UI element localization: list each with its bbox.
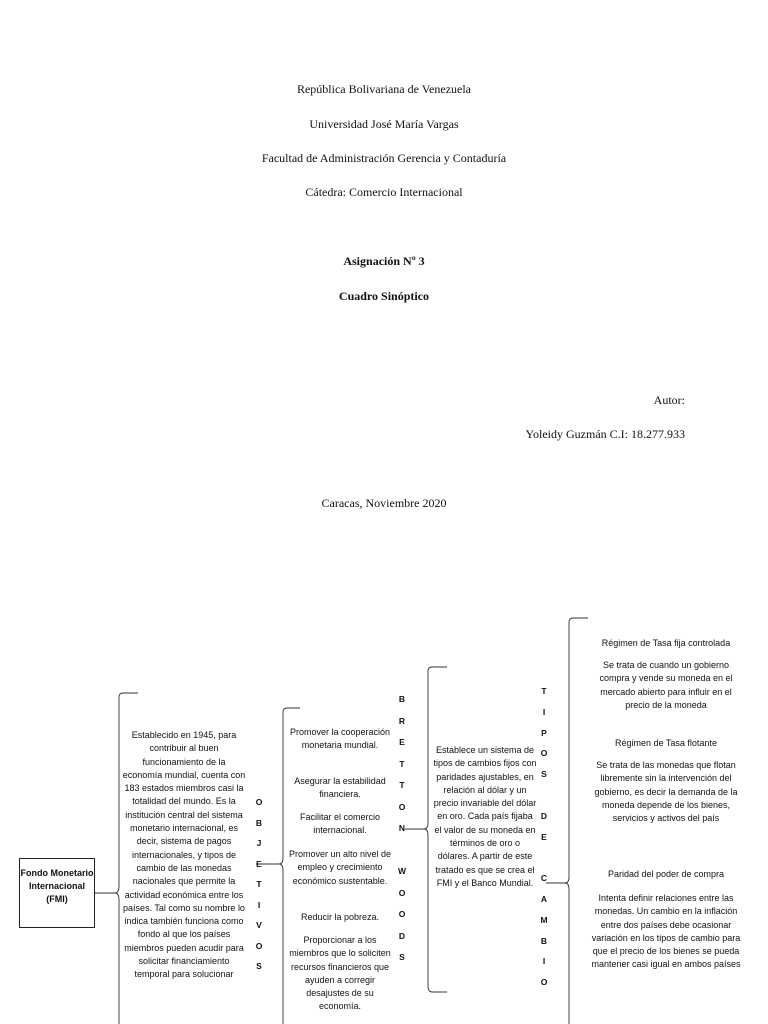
fmi-root-box: Fondo Monetario Internacional (FMI) bbox=[19, 858, 95, 928]
tipos-letter: C bbox=[540, 873, 548, 884]
objetivo-item: Proporcionar a los miembros que lo soliciten recursos financieros que ayuden a corregir desajustes de su economía. bbox=[289, 935, 391, 1012]
bretton-letter: O bbox=[398, 887, 406, 898]
bretton-letter: B bbox=[398, 694, 406, 704]
header-course: Cátedra: Comercio Internacional bbox=[305, 185, 463, 199]
objetivos-letter: I bbox=[257, 899, 261, 910]
objetivos-letter: V bbox=[256, 920, 262, 930]
tipos-letter: D bbox=[540, 810, 548, 821]
tipo-title: Régimen de Tasa fija controlada bbox=[601, 638, 731, 648]
bretton-letter: E bbox=[399, 737, 405, 747]
tipos-letter bbox=[537, 785, 551, 806]
objetivos-letter: J bbox=[256, 838, 262, 848]
tipos-letter: A bbox=[540, 893, 548, 904]
bretton-letter: R bbox=[398, 715, 406, 726]
author-name: Yoleidy Guzmán C.I: 18.277.933 bbox=[525, 427, 685, 441]
tipos-letter bbox=[537, 847, 551, 868]
tipo-text: Se trata de las monedas que flotan libremente sin la intervención del gobierno, es decir la demanda de la moneda depende de los bienes, servicios y activos del país bbox=[594, 760, 738, 824]
bretton-letter bbox=[395, 840, 409, 862]
tipos-letter: I bbox=[542, 956, 546, 967]
objetivo-item: Facilitar el comercio internacional. bbox=[299, 812, 381, 836]
assignment-title: Cuadro Sinóptico bbox=[338, 289, 430, 303]
objetivo-item: Promover un alto nivel de empleo y crecimiento económico sustentable. bbox=[288, 849, 392, 886]
objetivo-item: Promover la cooperación monetaria mundial. bbox=[289, 727, 391, 751]
tipo-title: Paridad del poder de compra bbox=[607, 869, 725, 879]
author-label: Autor: bbox=[653, 393, 685, 407]
tipo-title: Régimen de Tasa flotante bbox=[615, 738, 717, 748]
tipos-de-cambio-label bbox=[537, 681, 551, 993]
assignment-number: Asignación Nº 3 bbox=[343, 254, 425, 268]
tipos-letter: P bbox=[541, 727, 547, 738]
fmi-description: Establecido en 1945, para contribuir al buen funcionamiento de la economía mundial, cuenta con 183 estados miembros casi la totalidad del mundo. Es la institución central del sistema monetario internacional, es decir, sistema de pagos internacionales, y tipos de cambio de las monedas nacionales que permite la actividad económica entre los países. Tal como su nombre lo indica también funciona como fondo al que los países miembros pueden acudir para solicitar financiamiento temporal para solucionar bbox=[122, 730, 246, 980]
bretton-letter: T bbox=[399, 758, 405, 769]
tipos-letter: M bbox=[540, 914, 548, 925]
bretton-letter: S bbox=[399, 952, 405, 962]
bretton-woods-label bbox=[395, 689, 409, 969]
tipo-text: Intenta definir relaciones entre las monedas. Un cambio en la inflación entre dos países debe ocasionar variación en los tipos de cambio para que el precio de los bienes se pueda mantener casi igual en ambos países bbox=[591, 893, 741, 970]
tipo-text: Se trata de cuando un gobierno compra y vende su moneda en el mercado abierto para influir en el precio de la moneda bbox=[599, 660, 733, 710]
bretton-letter: D bbox=[398, 930, 406, 941]
header-university: Universidad José María Vargas bbox=[309, 117, 459, 131]
tipos-letter: S bbox=[541, 769, 547, 780]
tipos-letter: O bbox=[540, 977, 548, 988]
bretton-woods-description: Establece un sistema de tipos de cambios fijos con paridades ajustables, en relación al dólar y un precio invariable del dólar en oro. Cada país fijaba el valor de su moneda en términos de oro o dólares. A partir de este tratado es que se crea el FMI y el Banco Mundial. bbox=[433, 745, 537, 888]
header-republic: República Bolivariana de Venezuela bbox=[296, 82, 472, 96]
objetivos-letter: O bbox=[255, 940, 263, 951]
bretton-letter: N bbox=[398, 823, 406, 833]
objetivo-item: Reducir la pobreza. bbox=[300, 912, 380, 922]
header-faculty: Facultad de Administración Gerencia y Contaduría bbox=[261, 151, 507, 165]
tipos-letter: T bbox=[541, 686, 547, 696]
tipos-letter: B bbox=[540, 935, 548, 946]
objetivos-letter: B bbox=[255, 817, 263, 828]
tipos-letter: O bbox=[540, 748, 548, 759]
objetivos-letter: O bbox=[255, 797, 263, 807]
tipos-letter: I bbox=[542, 706, 546, 717]
bretton-letter: W bbox=[397, 866, 407, 876]
place-date: Caracas, Noviembre 2020 bbox=[321, 496, 447, 510]
tipos-letter: E bbox=[541, 831, 547, 842]
objetivos-letter: S bbox=[256, 961, 262, 971]
objetivos-letter: T bbox=[256, 879, 262, 889]
bretton-letter: O bbox=[398, 801, 406, 812]
bretton-letter: O bbox=[398, 909, 406, 919]
bretton-letter: T bbox=[399, 780, 405, 790]
objetivo-item: Asegurar la estabilidad financiera. bbox=[294, 776, 386, 800]
objetivos-label bbox=[252, 792, 266, 977]
objetivos-letter: E bbox=[256, 858, 262, 869]
